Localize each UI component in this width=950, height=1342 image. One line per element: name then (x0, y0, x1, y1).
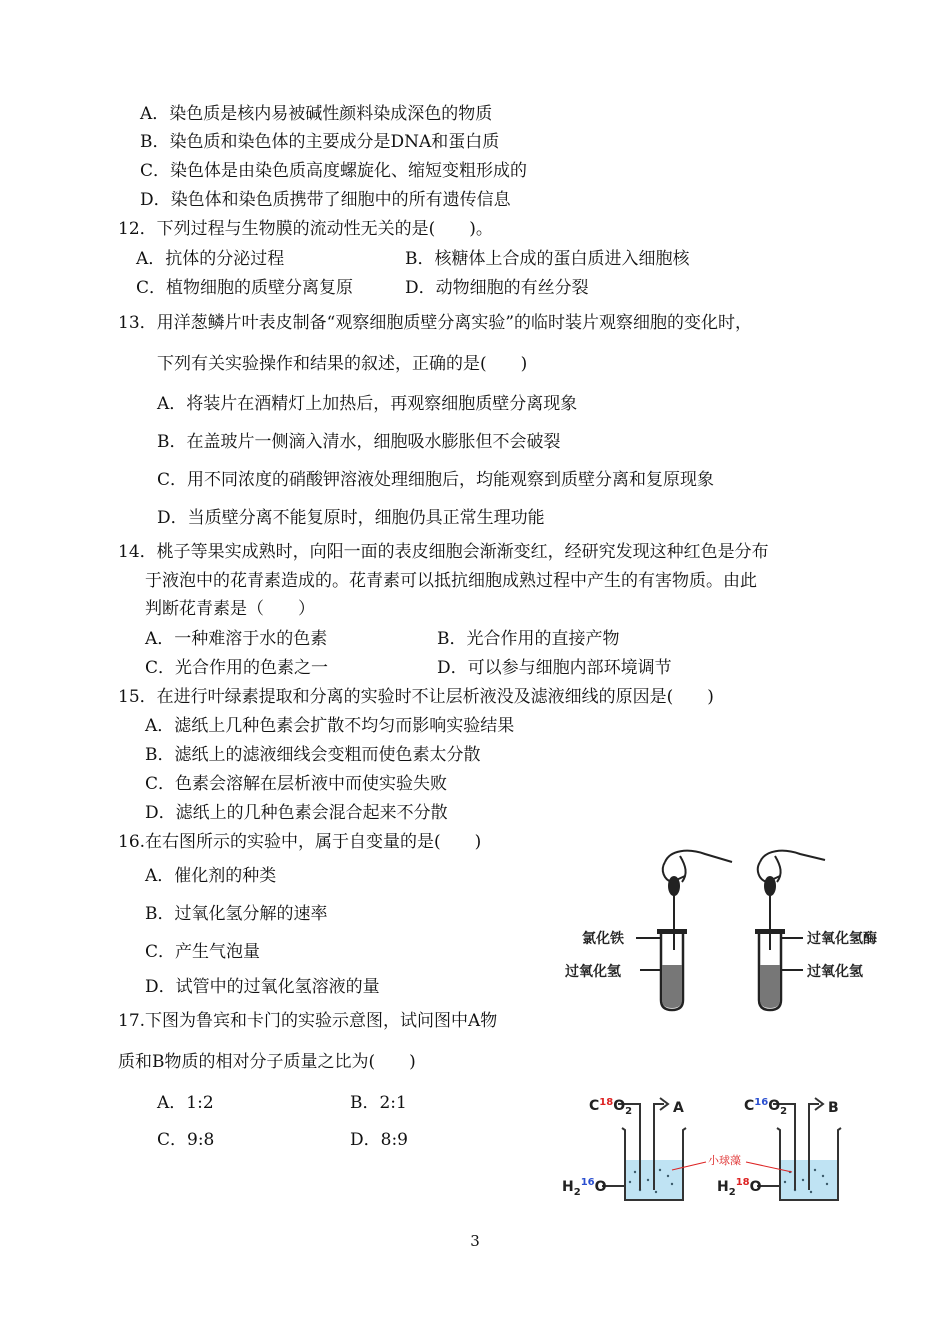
q12-stem: 12．下列过程与生物膜的流动性无关的是( )。 (118, 219, 493, 239)
right-product-label: B (828, 1100, 839, 1116)
q16-test-tube-figure (560, 840, 920, 1015)
q14-stem-line1: 14．桃子等果实成熟时，向阳一面的表皮细胞会渐渐变红，经研究发现这种红色是分布 (118, 542, 769, 562)
right-water-label: $H_2^{18}O$ (717, 1177, 762, 1198)
q14-stem-line2: 于液泡中的花青素造成的。花青素可以抵抗细胞成熟过程中产生的有害物质。由此 (145, 571, 757, 591)
q17-option-c: C．9:8 (157, 1130, 215, 1150)
right-label-bottom: 过氧化氢 (807, 964, 863, 980)
q17-stem-line2: 质和B物质的相对分子质量之比为( ) (118, 1052, 416, 1072)
q11-option-a: A．染色质是核内易被碱性颜料染成深色的物质 (140, 104, 493, 124)
left-water-label: $H_2^{16}O$ (562, 1177, 607, 1198)
q16-stem: 16.在右图所示的实验中，属于自变量的是( ) (118, 832, 482, 852)
q12-option-c: C．植物细胞的质壁分离复原 (136, 278, 354, 298)
q14-option-b: B．光合作用的直接产物 (437, 629, 620, 649)
q13-option-c: C．用不同浓度的硝酸钾溶液处理细胞后，均能观察到质壁分离和复原现象 (157, 470, 715, 490)
page-number: 3 (470, 1232, 480, 1250)
q12-option-d: D．动物细胞的有丝分裂 (405, 278, 589, 298)
q17-experiment-figure (560, 1090, 890, 1215)
q11-option-d: D．染色体和染色质携带了细胞中的所有遗传信息 (140, 190, 511, 210)
q14-option-d: D．可以参与细胞内部环境调节 (437, 658, 672, 678)
q13-option-d: D．当质壁分离不能复原时，细胞仍具正常生理功能 (157, 508, 545, 528)
left-test-tube (657, 929, 687, 1010)
right-co2-label: $C^{16}O_2$ (744, 1097, 788, 1117)
q17-option-d: D．8:9 (350, 1130, 408, 1150)
q16-option-d: D．试管中的过氧化氢溶液的量 (145, 977, 380, 997)
q16-option-c: C．产生气泡量 (145, 942, 261, 962)
q11-option-c: C．染色体是由染色质高度螺旋化、缩短变粗形成的 (140, 161, 528, 181)
algae-label: 小球藻 (708, 1154, 741, 1167)
q15-option-b: B．滤纸上的滤液细线会变粗而使色素太分散 (145, 745, 481, 765)
left-dropper-icon (669, 877, 679, 950)
q15-option-a: A．滤纸上几种色素会扩散不均匀而影响实验结果 (145, 716, 515, 736)
q13-option-b: B．在盖玻片一侧滴入清水，细胞吸水膨胀但不会破裂 (157, 432, 561, 452)
right-label-top: 过氧化氢酶 (807, 931, 877, 947)
q17-option-a: A．1:2 (157, 1093, 214, 1113)
q17-stem-line1: 17.下图为鲁宾和卡门的实验示意图，试问图中A物 (118, 1011, 498, 1031)
left-product-label: A (673, 1100, 684, 1116)
right-dropper-icon (765, 877, 775, 950)
q14-stem-line3: 判断花青素是（ ） (145, 599, 315, 619)
q14-option-a: A．一种难溶于水的色素 (145, 629, 328, 649)
q13-stem-line1: 13．用洋葱鳞片叶表皮制备“观察细胞质壁分离实验”的临时装片观察细胞的变化时， (118, 313, 753, 333)
q16-option-a: A．催化剂的种类 (145, 866, 277, 886)
left-label-top: 氯化铁 (582, 931, 624, 947)
q15-stem: 15．在进行叶绿素提取和分离的实验时不让层析液没及滤液细线的原因是( ) (118, 687, 714, 707)
q14-option-c: C．光合作用的色素之一 (145, 658, 329, 678)
q12-option-b: B．核糖体上合成的蛋白质进入细胞核 (405, 249, 690, 269)
q11-option-b: B．染色质和染色体的主要成分是DNA和蛋白质 (140, 132, 500, 152)
q13-stem-line2: 下列有关实验操作和结果的叙述，正确的是( ) (157, 354, 528, 374)
q13-option-a: A．将装片在酒精灯上加热后，再观察细胞质壁分离现象 (157, 394, 578, 414)
q15-option-d: D．滤纸上的几种色素会混合起来不分散 (145, 803, 448, 823)
q15-option-c: C．色素会溶解在层析液中而使实验失败 (145, 774, 448, 794)
left-label-bottom: 过氧化氢 (565, 964, 621, 980)
q16-option-b: B．过氧化氢分解的速率 (145, 904, 328, 924)
left-co2-label: $C^{18}O_2$ (589, 1097, 633, 1117)
q12-option-a: A．抗体的分泌过程 (136, 249, 285, 269)
q17-option-b: B．2:1 (350, 1093, 407, 1113)
